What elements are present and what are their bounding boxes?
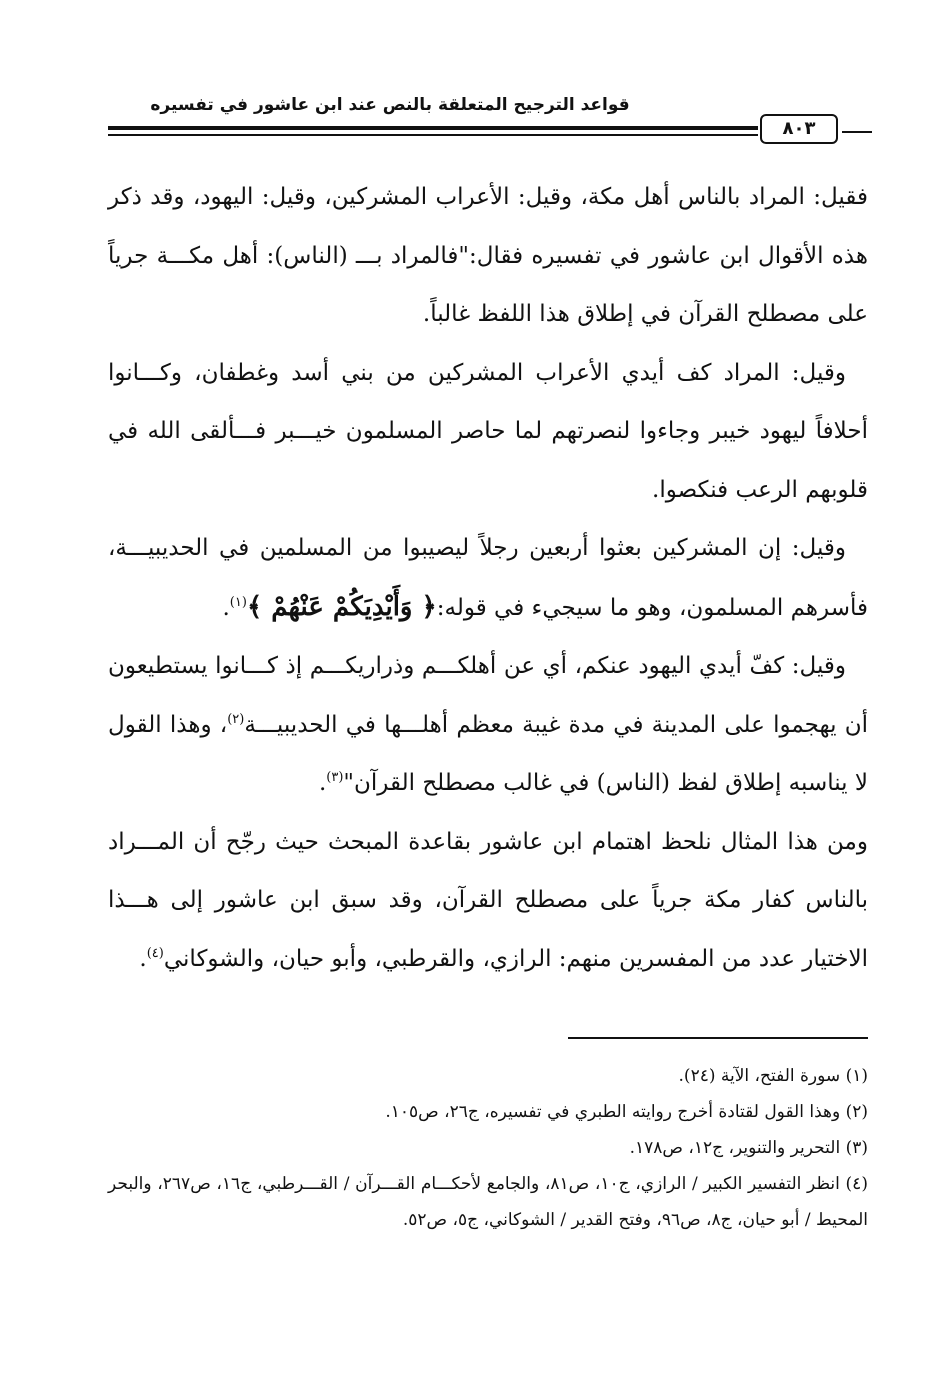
footnote-ref-1: (١) bbox=[229, 594, 247, 610]
footnote-1: (١) سورة الفتح، الآية (٢٤). bbox=[678, 1066, 868, 1086]
footnote-ref-2: (٢) bbox=[227, 711, 245, 727]
footnotes bbox=[108, 1058, 868, 1238]
paragraph-3-text: وقيل: إن المشركين بعثوا أربعين رجلاً ليصيبوا من المسلمين في الحديبيـــة، فأسرهم المسلمون، وهو ما سيجيء في قوله: bbox=[108, 535, 868, 621]
page-number: ٨٠٣ bbox=[760, 114, 838, 144]
paragraph-5-text: ومن هذا المثال نلحظ اهتمام ابن عاشور بقاعدة المبحث حيث رجّح أن المـــراد بالناس كفار مكة جرياً على مصطلح القرآن، وقد سبق ابن عاشور إلى هـــذا الاختيار عدد من المفسرين منهم: الرازي، والقرطبي، وأبو حيان، والشوكاني bbox=[108, 828, 868, 972]
paragraph-5-end: . bbox=[139, 945, 147, 972]
footnote-ref-4: (٤) bbox=[146, 945, 164, 961]
paragraph-4-end: . bbox=[318, 770, 327, 796]
body-text bbox=[108, 168, 868, 988]
paragraph-2: وقيل: المراد كف أيدي الأعراب المشركين من بني أسد وغطفان، وكـــانوا أحلافاً ليهود خيبر وجاءوا لنصرتهم لما حاصر المسلمون خيـــبر فـــألقى الله في قلوبهم الرعب فنكصوا. bbox=[108, 359, 868, 503]
footnote-3: (٣) التحرير والتنوير، ج١٢، ص١٧٨. bbox=[629, 1138, 868, 1158]
footnote-4: (٤) انظر التفسير الكبير / الرازي، ج١٠، ص٨١، والجامع لأحكـــام القـــرآن / القـــرطبي، ج١٦، ص٢٦٧، والبحر المحيط / أبو حيان، ج٨، ص٩٦، وفتح القدير / الشوكاني، ج٥، ص٥٢. bbox=[108, 1174, 868, 1230]
paragraph-5 bbox=[108, 813, 868, 989]
paragraph-3 bbox=[108, 519, 868, 637]
header-rule-right bbox=[842, 131, 872, 133]
header-rule-thick bbox=[108, 126, 758, 130]
footnote-separator bbox=[568, 1037, 868, 1039]
running-title: قواعد الترجيح المتعلقة بالنص عند ابن عاشور في تفسيره bbox=[150, 95, 630, 115]
header-rule-thin bbox=[108, 134, 758, 136]
paragraph-4-text: وقيل: كفّ أيدي اليهود عنكم، أي عن أهلكـــم وذراريكـــم إذ كـــانوا يستطيعون أن يهجموا على المدينة في مدة غيبة معظم أهلـــها في الحديبيـــة bbox=[108, 653, 869, 738]
paragraph-4 bbox=[108, 637, 868, 813]
footnote-ref-3: (٣) bbox=[326, 770, 344, 785]
footnote-2: (٢) وهذا القول لقتادة أخرج روايته الطبري في تفسيره، ج٢٦، ص١٠٥. bbox=[385, 1102, 868, 1122]
paragraph-3-end: . bbox=[222, 594, 230, 621]
quran-verse: ﴿ وَأَيْدِيَكُمْ عَنْهُمْ ﴾ bbox=[246, 591, 437, 622]
paragraph-4-middle: ، وهذا القول لا يناسبه إطلاق لفظ (الناس) في غالب مصطلح القرآن" bbox=[108, 711, 868, 796]
paragraph-1: فقيل: المراد بالناس أهل مكة، وقيل: الأعراب المشركين، وقيل: اليهود، وقد ذكر هذه الأقوال ابن عاشور في تفسيره فقال:"فالمراد بـــ (الناس): أهل مكـــة جرياً على مصطلح القرآن في إطلاق هذا اللفظ غالباً. bbox=[108, 184, 868, 327]
